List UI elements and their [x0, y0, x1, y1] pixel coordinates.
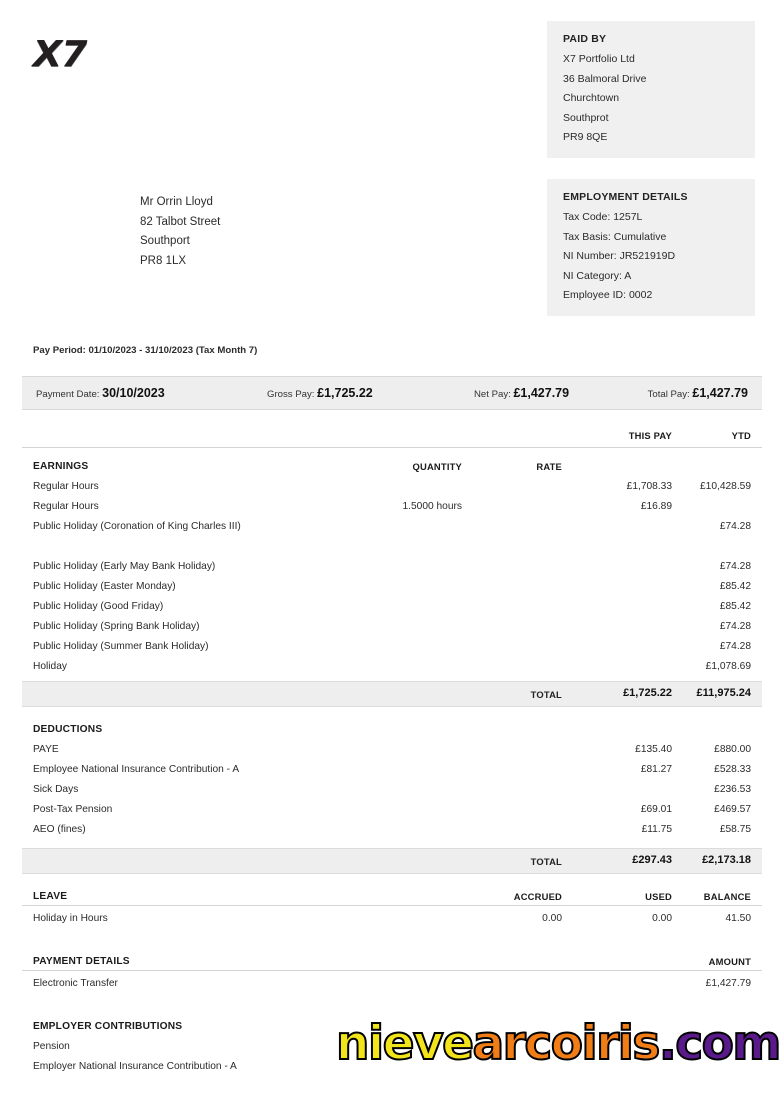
row-this-pay: £69.01: [640, 804, 672, 815]
pay-period-label: Pay Period:: [33, 345, 86, 356]
paid-by-line: Southprot: [563, 111, 609, 124]
row-label: Regular Hours: [33, 501, 99, 512]
row-used: 0.00: [652, 913, 672, 924]
row-label: Employer National Insurance Contribution - A: [33, 1061, 237, 1072]
company-logo: X7: [33, 34, 87, 75]
divider: [22, 905, 762, 906]
summary-net-pay-value: £1,427.79: [513, 386, 570, 400]
earnings-section: [33, 455, 751, 675]
column-header-used: USED: [645, 891, 672, 902]
table-row: [33, 818, 751, 838]
payment-details-rows: [33, 972, 751, 992]
earnings-header-row: [33, 455, 751, 475]
summary-payment-date: [36, 386, 165, 400]
column-header-amount: AMOUNT: [708, 956, 751, 967]
deductions-total-row: [22, 848, 762, 874]
deductions-total-this-pay: £297.43: [632, 854, 672, 866]
row-accrued: 0.00: [542, 913, 562, 924]
earnings-total-this-pay: £1,725.22: [623, 687, 672, 699]
summary-payment-date-label: Payment Date:: [36, 389, 100, 400]
column-header-quantity: QUANTITY: [412, 461, 462, 472]
table-row: [33, 515, 751, 555]
table-row: [33, 778, 751, 798]
employment-details-line: NI Category: A: [563, 269, 632, 282]
column-header-ytd: YTD: [731, 430, 751, 441]
divider: [22, 970, 762, 971]
row-ytd: £10,428.59: [700, 481, 751, 492]
row-label: Holiday in Hours: [33, 913, 108, 924]
row-balance: 41.50: [725, 913, 751, 924]
table-row: [33, 555, 751, 575]
table-row: [33, 655, 751, 675]
row-ytd: £58.75: [719, 824, 751, 835]
employment-details-title: EMPLOYMENT DETAILS: [563, 191, 688, 203]
row-label: Electronic Transfer: [33, 978, 118, 989]
row-label: Pension: [33, 1041, 70, 1052]
employment-details-line: NI Number: JR521919D: [563, 250, 676, 262]
table-row: [33, 615, 751, 635]
employment-details-line: Tax Basis: Cumulative: [563, 230, 667, 243]
employee-address-line: PR8 1LX: [140, 254, 187, 267]
employee-address: [140, 193, 220, 271]
leave-heading: LEAVE: [33, 891, 68, 902]
summary-gross-pay-label: Gross Pay:: [267, 389, 315, 400]
employee-address-line: Southport: [140, 235, 190, 247]
employee-address-line: 82 Talbot Street: [140, 215, 221, 228]
row-ytd: £880.00: [714, 744, 751, 755]
summary-payment-date-value: 30/10/2023: [102, 386, 165, 400]
paid-by-line: Churchtown: [563, 92, 620, 104]
summary-total-pay-label: Total Pay:: [647, 389, 690, 400]
amount-column-headers: [33, 424, 751, 443]
paid-by-line: 36 Balmoral Drive: [563, 72, 647, 85]
table-row: [33, 475, 751, 495]
row-this-pay: £16.89: [640, 501, 672, 512]
row-label: Holiday: [33, 661, 67, 672]
paid-by-panel: [547, 21, 755, 158]
employment-details-panel: [547, 179, 755, 316]
leave-header-row: [33, 885, 751, 905]
column-header-rate: RATE: [536, 461, 562, 472]
row-this-pay: £1,708.33: [626, 481, 672, 492]
row-label: Public Holiday (Summer Bank Holiday): [33, 641, 209, 652]
summary-total-pay-value: £1,427.79: [692, 386, 748, 400]
employer-contributions-heading: EMPLOYER CONTRIBUTIONS: [33, 1021, 183, 1032]
employee-address-line: Mr Orrin Lloyd: [140, 196, 213, 208]
earnings-heading: EARNINGS: [33, 461, 89, 472]
table-row: [33, 575, 751, 595]
deductions-heading: DEDUCTIONS: [33, 724, 103, 735]
row-ytd: £528.33: [714, 764, 751, 775]
deductions-total-label: TOTAL: [530, 856, 562, 867]
earnings-total-label: TOTAL: [530, 689, 562, 700]
paid-by-title: PAID BY: [563, 33, 607, 45]
summary-gross-pay: [267, 386, 373, 400]
table-row: [33, 495, 751, 515]
employment-details-line: Employee ID: 0002: [563, 289, 653, 301]
leave-section: [33, 885, 751, 905]
paid-by-line: PR9 8QE: [563, 131, 608, 143]
table-row: [33, 1055, 751, 1075]
row-label: Regular Hours: [33, 481, 99, 492]
row-label: Post-Tax Pension: [33, 804, 113, 815]
row-this-pay: £135.40: [635, 744, 672, 755]
table-row: [33, 1035, 751, 1055]
row-ytd: £74.28: [719, 621, 751, 632]
table-row: [33, 758, 751, 778]
employer-contributions-section: [33, 1015, 751, 1075]
table-row: [33, 738, 751, 758]
row-amount: £1,427.79: [705, 978, 751, 989]
row-ytd: £469.57: [714, 804, 751, 815]
deductions-total-ytd: £2,173.18: [702, 854, 751, 866]
row-label: Public Holiday (Easter Monday): [33, 581, 176, 592]
earnings-total-ytd: £11,975.24: [696, 687, 751, 699]
payment-details-heading: PAYMENT DETAILS: [33, 956, 130, 967]
column-header-accrued: ACCRUED: [513, 891, 562, 902]
table-row: [33, 972, 751, 992]
row-this-pay: £81.27: [640, 764, 672, 775]
pay-period: [33, 345, 257, 356]
row-label: Public Holiday (Early May Bank Holiday): [33, 561, 216, 572]
divider: [22, 447, 762, 448]
employer-contributions-header-row: [33, 1015, 751, 1035]
row-ytd: £236.53: [714, 784, 751, 795]
row-ytd: £74.28: [719, 561, 751, 572]
watermark-part-1: nieve: [336, 1016, 473, 1071]
summary-net-pay-label: Net Pay:: [474, 389, 511, 400]
watermark-part-2: arcoiris: [472, 1016, 659, 1071]
watermark-part-3: .com: [658, 1016, 780, 1071]
paid-by-line: X7 Portfolio Ltd: [563, 53, 635, 65]
column-header-this-pay: THIS PAY: [628, 430, 672, 441]
row-ytd: £1,078.69: [705, 661, 751, 672]
row-label: Sick Days: [33, 784, 79, 795]
row-label: Public Holiday (Good Friday): [33, 601, 164, 612]
table-row: [33, 798, 751, 818]
row-this-pay: £11.75: [641, 824, 672, 835]
row-label: Public Holiday (Coronation of King Charles III): [33, 521, 241, 532]
deductions-header-row: [33, 718, 751, 738]
row-ytd: £85.42: [719, 601, 751, 612]
summary-total-pay: [648, 386, 748, 400]
table-row: [33, 907, 751, 927]
row-label: Public Holiday (Spring Bank Holiday): [33, 621, 200, 632]
earnings-total-row: [22, 681, 762, 707]
table-row: [33, 595, 751, 615]
row-label: AEO (fines): [33, 824, 86, 835]
payment-details-header-row: [33, 950, 751, 970]
payment-details-section: [33, 950, 751, 970]
row-label: PAYE: [33, 744, 59, 755]
row-ytd: £74.28: [719, 521, 751, 532]
pay-summary-bar: [22, 376, 762, 410]
employment-details-line: Tax Code: 1257L: [563, 211, 643, 223]
leave-rows: [33, 907, 751, 927]
row-quantity: 1.5000 hours: [402, 501, 462, 512]
deductions-section: [33, 718, 751, 838]
column-header-balance: BALANCE: [703, 891, 751, 902]
row-ytd: £85.42: [719, 581, 751, 592]
row-label: Employee National Insurance Contribution - A: [33, 764, 240, 775]
table-row: [33, 635, 751, 655]
summary-gross-pay-value: £1,725.22: [317, 386, 373, 400]
row-ytd: £74.28: [719, 641, 751, 652]
summary-net-pay: [474, 386, 569, 400]
pay-period-value: 01/10/2023 - 31/10/2023 (Tax Month 7): [88, 345, 258, 356]
